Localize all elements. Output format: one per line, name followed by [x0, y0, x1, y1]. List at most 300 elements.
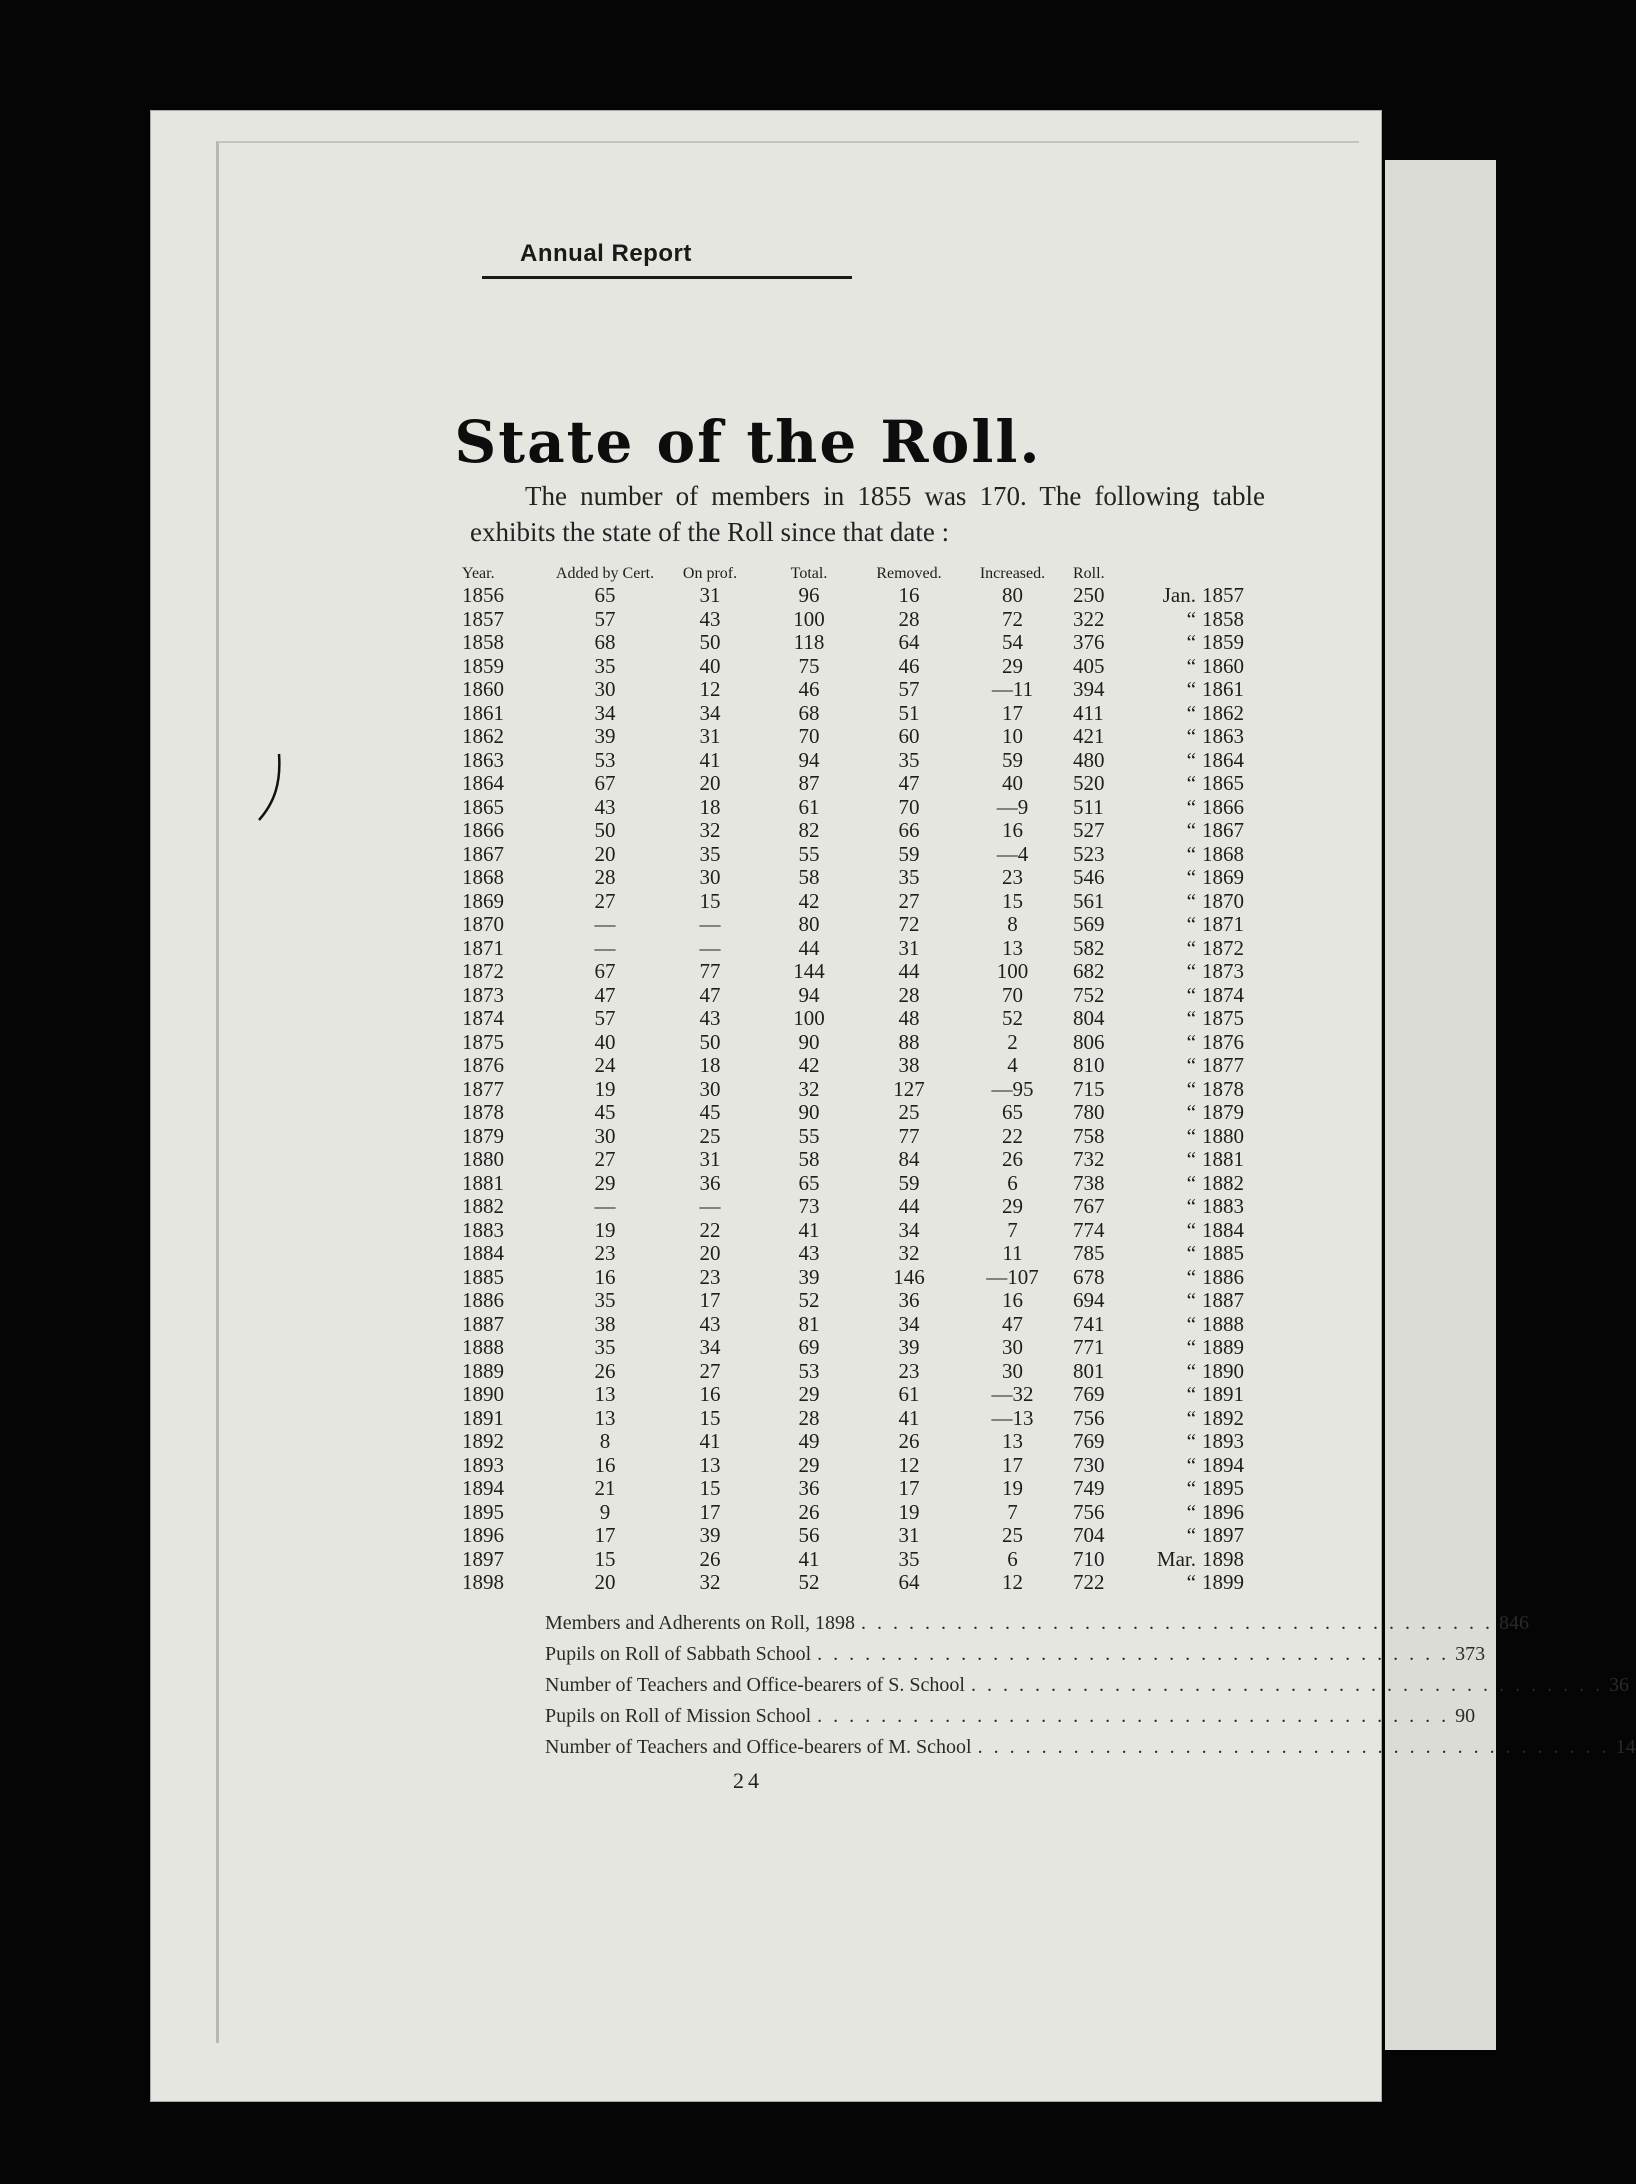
- cell-year: 1898: [462, 1570, 504, 1594]
- cell-total: 69: [798, 1335, 820, 1359]
- cell-total: 82: [798, 818, 820, 842]
- cell-date-month: “: [1186, 1100, 1196, 1124]
- cell-total: 41: [798, 1546, 820, 1571]
- cell-date-month: “: [1186, 959, 1196, 983]
- summary-value: 90: [1455, 1705, 1476, 1727]
- cell-date-month: “: [1186, 1429, 1196, 1453]
- cell-roll: 704: [1073, 1523, 1105, 1547]
- header-increased: Increased.: [979, 565, 1046, 582]
- cell-year: 1865: [462, 794, 504, 819]
- cell-date-year: 1884: [1202, 1217, 1244, 1242]
- cell-increased: 19: [1002, 1476, 1023, 1500]
- cell-year: 1863: [462, 747, 504, 772]
- cell-year: 1874: [462, 1006, 504, 1030]
- cell-increased: 12: [1002, 1570, 1023, 1594]
- cell-removed: 127: [893, 1076, 925, 1101]
- cell-added-by-cert: 65: [594, 583, 616, 607]
- cell-date-month: Jan.: [1162, 583, 1196, 607]
- cell-date-year: 1894: [1202, 1452, 1244, 1477]
- cell-added-by-cert: —: [594, 1194, 616, 1218]
- cell-increased: —9: [996, 794, 1029, 819]
- cell-on-prof: 45: [699, 1100, 721, 1124]
- cell-date-year: 1890: [1202, 1358, 1244, 1383]
- cell-on-prof: 15: [699, 888, 721, 913]
- cell-on-prof: 36: [699, 1170, 721, 1195]
- cell-roll: 715: [1073, 1076, 1105, 1101]
- cell-added-by-cert: 23: [594, 1241, 616, 1265]
- summary-value: 373: [1455, 1643, 1486, 1665]
- summary-row: [545, 1732, 1636, 1763]
- cell-roll: 771: [1073, 1335, 1105, 1359]
- cell-removed: 46: [898, 653, 920, 678]
- cell-on-prof: 31: [699, 1147, 721, 1171]
- summary-leader-dots: . . . . . . . . . . . . . . . . . . . . . . . . . . . . . . . . . . . . . . . .: [817, 1705, 1450, 1727]
- summary-row: [545, 1639, 1486, 1670]
- cell-year: 1872: [462, 959, 504, 983]
- cell-increased: 29: [1002, 653, 1023, 678]
- cell-on-prof: 41: [699, 1429, 721, 1453]
- cell-roll: 752: [1073, 982, 1105, 1007]
- cell-removed: 35: [898, 1546, 920, 1571]
- cell-total: 144: [793, 959, 825, 983]
- cell-on-prof: 34: [699, 1335, 721, 1359]
- cell-total: 94: [798, 747, 820, 772]
- cell-date-year: 1880: [1202, 1123, 1244, 1148]
- cell-added-by-cert: —: [594, 935, 616, 960]
- table-row: [462, 1548, 1264, 1572]
- cell-on-prof: 13: [699, 1452, 721, 1477]
- cell-increased: 70: [1002, 982, 1023, 1007]
- cell-total: 56: [798, 1523, 820, 1547]
- cell-roll: 767: [1073, 1194, 1105, 1218]
- cell-year: 1896: [462, 1523, 504, 1547]
- cell-added-by-cert: 24: [594, 1053, 616, 1077]
- cell-date-month: “: [1186, 888, 1196, 913]
- cell-increased: 40: [1002, 771, 1023, 795]
- cell-roll: 394: [1073, 677, 1105, 701]
- table-row: [462, 1031, 1264, 1055]
- cell-removed: 84: [898, 1147, 920, 1171]
- cell-total: 100: [793, 606, 825, 631]
- cell-total: 26: [798, 1499, 820, 1524]
- cell-total: 42: [798, 888, 820, 913]
- table-row: [462, 655, 1264, 679]
- cell-increased: 8: [1007, 912, 1018, 936]
- cell-total: 80: [798, 912, 820, 936]
- cell-increased: —32: [991, 1382, 1034, 1406]
- cell-date-month: “: [1186, 1147, 1196, 1171]
- cell-on-prof: 30: [699, 1076, 721, 1101]
- cell-added-by-cert: 17: [594, 1523, 616, 1547]
- cell-added-by-cert: 9: [599, 1499, 611, 1524]
- cell-roll: 376: [1073, 630, 1105, 654]
- summary-value: 14: [1615, 1736, 1636, 1758]
- table-row: [462, 1219, 1264, 1243]
- cell-date-year: 1870: [1202, 888, 1244, 913]
- cell-removed: 72: [898, 912, 920, 936]
- cell-on-prof: 20: [699, 1241, 721, 1265]
- cell-date-year: 1859: [1202, 630, 1244, 654]
- cell-total: 28: [798, 1405, 820, 1430]
- cell-removed: 25: [898, 1100, 920, 1124]
- cell-on-prof: 32: [699, 818, 721, 842]
- cell-date-month: “: [1186, 982, 1196, 1007]
- cell-roll: 741: [1073, 1311, 1105, 1336]
- cell-total: 39: [798, 1264, 820, 1289]
- cell-removed: 12: [898, 1452, 920, 1477]
- cell-date-year: 1878: [1202, 1076, 1244, 1101]
- cell-added-by-cert: 57: [594, 1006, 616, 1030]
- cell-year: 1867: [462, 841, 504, 866]
- table-row: [462, 1125, 1264, 1149]
- cell-on-prof: 35: [699, 841, 721, 866]
- cell-removed: 39: [898, 1335, 920, 1359]
- header-removed: Removed.: [876, 565, 942, 582]
- cell-date-month: “: [1186, 1405, 1196, 1430]
- table-row: [462, 772, 1264, 796]
- cell-increased: 11: [1002, 1241, 1023, 1265]
- cell-year: 1891: [462, 1405, 504, 1430]
- cell-on-prof: —: [699, 1194, 721, 1218]
- cell-date-month: “: [1186, 677, 1196, 701]
- cell-added-by-cert: 20: [594, 841, 616, 866]
- cell-roll: 523: [1073, 841, 1105, 866]
- cell-on-prof: 43: [699, 1311, 721, 1336]
- cell-increased: 16: [1002, 1288, 1023, 1312]
- table-row: [462, 631, 1264, 655]
- cell-removed: 31: [898, 1523, 920, 1547]
- cell-roll: 561: [1073, 888, 1105, 913]
- table-row: [462, 984, 1264, 1008]
- cell-removed: 35: [898, 747, 920, 772]
- cell-added-by-cert: 29: [594, 1170, 616, 1195]
- cell-date-year: 1877: [1202, 1053, 1244, 1077]
- cell-roll: 758: [1073, 1123, 1105, 1148]
- cell-added-by-cert: 40: [594, 1029, 616, 1054]
- cell-year: 1879: [462, 1123, 504, 1148]
- cell-removed: 27: [898, 888, 920, 913]
- table-row: [462, 1454, 1264, 1478]
- cell-removed: 59: [898, 841, 920, 866]
- cell-removed: 77: [898, 1123, 920, 1148]
- running-head-rule: [482, 276, 852, 279]
- cell-date-month: “: [1186, 1382, 1196, 1406]
- cell-date-year: 1885: [1202, 1241, 1244, 1265]
- cell-date-month: “: [1186, 1476, 1196, 1500]
- cell-total: 41: [798, 1217, 820, 1242]
- cell-date-year: 1876: [1202, 1029, 1244, 1054]
- cell-date-month: “: [1186, 818, 1196, 842]
- cell-increased: 13: [1002, 1429, 1023, 1453]
- cell-roll: 411: [1073, 700, 1104, 725]
- cell-removed: 41: [898, 1405, 920, 1430]
- cell-increased: 22: [1002, 1123, 1023, 1148]
- cell-year: 1889: [462, 1358, 504, 1383]
- cell-roll: 738: [1073, 1170, 1105, 1195]
- cell-on-prof: 16: [699, 1382, 721, 1406]
- cell-increased: 2: [1007, 1029, 1018, 1054]
- cell-roll: 804: [1073, 1006, 1105, 1030]
- cell-roll: 682: [1073, 959, 1105, 983]
- cell-date-month: “: [1186, 1241, 1196, 1265]
- cell-total: 68: [798, 700, 820, 725]
- cell-increased: —13: [991, 1405, 1034, 1430]
- table-row: [462, 796, 1264, 820]
- cell-total: 46: [798, 677, 820, 701]
- cell-added-by-cert: 16: [594, 1452, 616, 1477]
- cell-date-year: 1893: [1202, 1429, 1244, 1453]
- cell-on-prof: 30: [699, 865, 721, 889]
- cell-on-prof: 77: [699, 959, 721, 983]
- cell-on-prof: —: [699, 935, 721, 960]
- cell-date-month: “: [1186, 1006, 1196, 1030]
- cell-added-by-cert: 19: [594, 1217, 616, 1242]
- table-row: [462, 749, 1264, 773]
- cell-on-prof: 15: [699, 1476, 721, 1500]
- cell-roll: 511: [1073, 794, 1104, 819]
- cell-date-year: 1858: [1202, 606, 1244, 631]
- table-row: [462, 1266, 1264, 1290]
- cell-total: 118: [793, 630, 825, 654]
- cell-date-year: 1887: [1202, 1288, 1244, 1312]
- cell-total: 90: [798, 1029, 820, 1054]
- cell-added-by-cert: 67: [594, 771, 616, 795]
- cell-on-prof: 32: [699, 1570, 721, 1594]
- cell-added-by-cert: 19: [594, 1076, 616, 1101]
- cell-total: 61: [798, 794, 820, 819]
- cell-removed: 34: [898, 1217, 920, 1242]
- cell-date-month: “: [1186, 1288, 1196, 1312]
- cell-on-prof: 26: [699, 1546, 721, 1571]
- cell-roll: 769: [1073, 1429, 1105, 1453]
- cell-increased: —107: [986, 1264, 1039, 1289]
- cell-total: 49: [798, 1429, 820, 1453]
- cell-date-year: 1871: [1202, 912, 1244, 936]
- cell-date-year: 1892: [1202, 1405, 1244, 1430]
- cell-roll: 732: [1073, 1147, 1105, 1171]
- table-row: [462, 1007, 1264, 1031]
- cell-date-year: 1860: [1202, 653, 1244, 678]
- header-roll: Roll.: [1073, 565, 1105, 582]
- cell-on-prof: 41: [699, 747, 721, 772]
- cell-year: 1870: [462, 912, 504, 936]
- cell-total: 29: [798, 1382, 820, 1406]
- header-added-by-cert: Added by Cert.: [555, 565, 655, 582]
- cell-date-year: 1883: [1202, 1194, 1244, 1218]
- cell-on-prof: 50: [699, 630, 721, 654]
- table-row: [462, 1407, 1264, 1431]
- summary-value: 846: [1498, 1612, 1529, 1634]
- summary-list: [545, 1608, 1636, 1763]
- cell-total: 52: [798, 1288, 820, 1312]
- cell-year: 1871: [462, 935, 504, 960]
- table-row: [462, 1054, 1264, 1078]
- cell-year: 1861: [462, 700, 504, 725]
- summary-label: Number of Teachers and Office-bearers of S. School: [545, 1674, 965, 1696]
- cell-removed: 59: [898, 1170, 920, 1195]
- table-row: [462, 725, 1264, 749]
- table-row: [462, 1313, 1264, 1337]
- cell-added-by-cert: 28: [594, 865, 616, 889]
- cell-on-prof: 27: [699, 1358, 721, 1383]
- cell-date-year: 1895: [1202, 1476, 1244, 1500]
- summary-value: 36: [1608, 1674, 1629, 1696]
- cell-added-by-cert: 15: [594, 1546, 616, 1571]
- table-row: [462, 1289, 1264, 1313]
- cell-added-by-cert: 27: [594, 1147, 616, 1171]
- summary-label: Number of Teachers and Office-bearers of M. School: [545, 1736, 972, 1758]
- cell-roll: 569: [1073, 912, 1105, 936]
- cell-date-year: 1891: [1202, 1382, 1244, 1406]
- cell-removed: 26: [898, 1429, 920, 1453]
- cell-total: 70: [798, 724, 820, 748]
- cell-removed: 66: [898, 818, 920, 842]
- running-head: [370, 240, 740, 279]
- cell-removed: 32: [898, 1241, 920, 1265]
- cell-added-by-cert: 16: [594, 1264, 616, 1289]
- cell-added-by-cert: 21: [594, 1476, 616, 1500]
- cell-total: 43: [798, 1241, 820, 1265]
- cell-year: 1886: [462, 1288, 504, 1312]
- cell-date-month: Mar.: [1156, 1546, 1196, 1571]
- cell-total: 29: [798, 1452, 820, 1477]
- cell-increased: 7: [1007, 1499, 1018, 1524]
- cell-total: 96: [798, 583, 820, 607]
- cell-added-by-cert: 13: [594, 1405, 616, 1430]
- cell-year: 1888: [462, 1335, 504, 1359]
- cell-date-month: “: [1186, 1264, 1196, 1289]
- cell-date-month: “: [1186, 1452, 1196, 1477]
- cell-date-year: 1863: [1202, 724, 1244, 748]
- table-row: [462, 608, 1264, 632]
- header-date-year: [1202, 566, 1264, 584]
- cell-roll: 810: [1073, 1053, 1105, 1077]
- cell-added-by-cert: 35: [594, 653, 616, 678]
- cell-total: 53: [798, 1358, 820, 1383]
- cell-date-year: 1867: [1202, 818, 1244, 842]
- cell-date-year: 1888: [1202, 1311, 1244, 1336]
- cell-roll: 801: [1073, 1358, 1105, 1383]
- table-row: [462, 960, 1264, 984]
- cell-added-by-cert: 53: [594, 747, 616, 772]
- cell-roll: 780: [1073, 1100, 1105, 1124]
- cell-roll: 405: [1073, 653, 1105, 678]
- cell-year: 1880: [462, 1147, 504, 1171]
- summary-leader-dots: . . . . . . . . . . . . . . . . . . . . . . . . . . . . . . . . . . . . . . . .: [817, 1643, 1450, 1665]
- cell-date-month: “: [1186, 700, 1196, 725]
- cell-on-prof: 18: [699, 1053, 721, 1077]
- cell-removed: 17: [898, 1476, 920, 1500]
- cell-year: 1876: [462, 1053, 504, 1077]
- cell-date-year: 1889: [1202, 1335, 1244, 1359]
- cell-year: 1895: [462, 1499, 504, 1524]
- table-row: [462, 866, 1264, 890]
- table-row: [462, 1148, 1264, 1172]
- cell-increased: 13: [1002, 935, 1023, 960]
- cell-removed: 64: [898, 1570, 920, 1594]
- table-row: [462, 843, 1264, 867]
- cell-removed: 47: [898, 771, 920, 795]
- header-year: Year.: [462, 565, 495, 582]
- table-row: [462, 1571, 1264, 1595]
- cell-added-by-cert: 35: [594, 1335, 616, 1359]
- cell-on-prof: 25: [699, 1123, 721, 1148]
- summary-label: Pupils on Roll of Sabbath School: [545, 1643, 812, 1665]
- cell-removed: 44: [898, 1194, 920, 1218]
- summary-row: [545, 1608, 1529, 1639]
- cell-increased: 17: [1002, 700, 1023, 725]
- cell-date-month: “: [1186, 653, 1196, 678]
- margin-pencil-mark: [255, 752, 285, 827]
- cell-date-month: “: [1186, 1499, 1196, 1524]
- cell-roll: 322: [1073, 606, 1105, 631]
- cell-date-month: “: [1186, 1523, 1196, 1547]
- cell-date-month: “: [1186, 841, 1196, 866]
- cell-year: 1877: [462, 1076, 504, 1101]
- cell-increased: 17: [1002, 1452, 1023, 1477]
- cell-on-prof: 15: [699, 1405, 721, 1430]
- cell-year: 1866: [462, 818, 504, 842]
- cell-total: 94: [798, 982, 820, 1007]
- cell-added-by-cert: 57: [594, 606, 616, 631]
- cell-total: 52: [798, 1570, 820, 1594]
- cell-removed: 19: [898, 1499, 920, 1524]
- summary-label: Pupils on Roll of Mission School: [545, 1705, 812, 1727]
- cell-total: 75: [798, 653, 820, 678]
- cell-on-prof: 31: [699, 583, 721, 607]
- cell-total: 42: [798, 1053, 820, 1077]
- summary-leader-dots: . . . . . . . . . . . . . . . . . . . . . . . . . . . . . . . . . . . . . . . .: [860, 1612, 1493, 1634]
- table-row: [462, 1524, 1264, 1548]
- cell-year: 1892: [462, 1429, 504, 1453]
- roll-table-header: [462, 566, 1264, 584]
- cell-increased: 6: [1007, 1170, 1018, 1195]
- cell-removed: 60: [898, 724, 920, 748]
- header-on-prof: On prof.: [682, 565, 738, 582]
- cell-removed: 28: [898, 606, 920, 631]
- cell-roll: 520: [1073, 771, 1105, 795]
- cell-added-by-cert: 27: [594, 888, 616, 913]
- cell-date-year: 1861: [1202, 677, 1244, 701]
- cell-date-month: “: [1186, 630, 1196, 654]
- cell-added-by-cert: 67: [594, 959, 616, 983]
- cell-roll: 785: [1073, 1241, 1105, 1265]
- table-row: [462, 1477, 1264, 1501]
- cell-date-month: “: [1186, 1029, 1196, 1054]
- cell-date-year: 1874: [1202, 982, 1244, 1007]
- header-date-month: [1148, 566, 1202, 584]
- cell-on-prof: 40: [699, 653, 721, 678]
- cell-total: 32: [798, 1076, 820, 1101]
- cell-year: 1859: [462, 653, 504, 678]
- cell-added-by-cert: 35: [594, 1288, 616, 1312]
- table-row: [462, 1078, 1264, 1102]
- cell-date-year: 1869: [1202, 865, 1244, 889]
- table-row: [462, 1501, 1264, 1525]
- table-row: [462, 1195, 1264, 1219]
- cell-date-month: “: [1186, 771, 1196, 795]
- cell-removed: 36: [898, 1288, 920, 1312]
- cell-year: 1856: [462, 583, 504, 607]
- cell-date-year: 1865: [1202, 771, 1244, 795]
- cell-on-prof: 12: [699, 677, 721, 701]
- cell-date-month: “: [1186, 912, 1196, 936]
- table-row: [462, 584, 1264, 608]
- cell-on-prof: 47: [699, 982, 721, 1007]
- table-row: [462, 678, 1264, 702]
- cell-added-by-cert: 26: [594, 1358, 616, 1383]
- cell-date-month: “: [1186, 1217, 1196, 1242]
